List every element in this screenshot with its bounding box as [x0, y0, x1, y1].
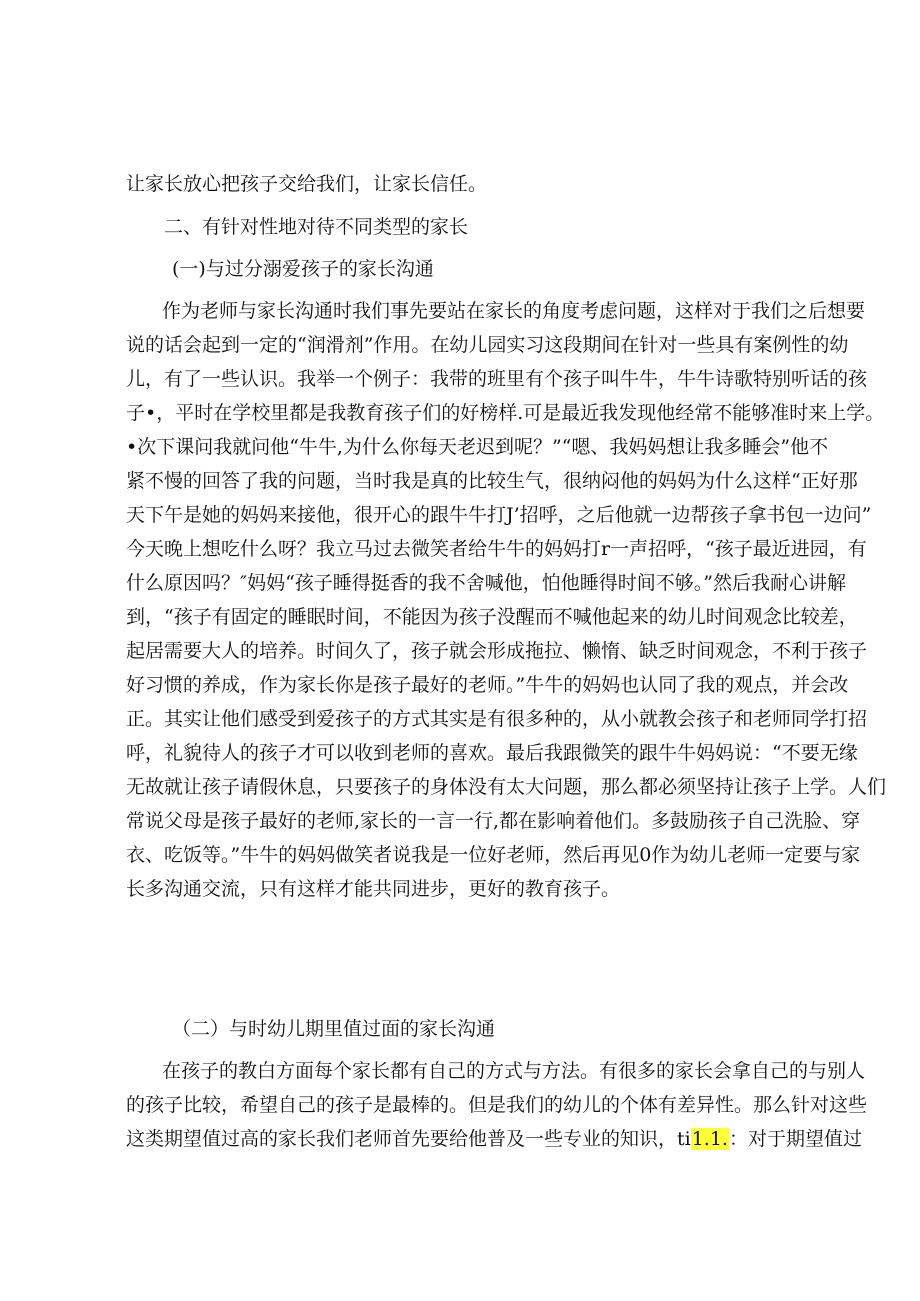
paragraph-line: 的孩子比较，希望自己的孩子是最棒的。但是我们的幼儿的个体有差异性。那么针对这些	[126, 1094, 868, 1116]
subsection-heading-1: (一)与过分溺爱孩子的家长沟通	[172, 258, 434, 280]
paragraph-line: •次下课问我就问他“牛牛,为什么你每天老迟到呢？”“嗯、我妈妈想让我多睡会”他不	[126, 436, 829, 458]
paragraph-line: 好习惯的养成，作为家长你是孩子最好的老师。”牛牛的妈妈也认同了我的观点，并会改	[126, 674, 849, 696]
paragraph-line: 今天晚上想吃什么呀？我立马过去微笑者给牛牛的妈妈打r一声招呼，“孩子最近进园，有	[126, 538, 867, 560]
paragraph-line: 儿，有了一些认识。我举一个例子：我带的班里有个孩子叫牛牛，牛牛诗歌特别听话的孩	[126, 368, 868, 390]
paragraph-line: 子•，平时在学校里都是我教育孩子们的好榜样.可是最近我发现他经常不能够准时来上学。	[126, 402, 885, 424]
line-text: 这类期望值过高的家长我们老师首先要给他普及一些专业的知识，ti	[126, 1128, 691, 1150]
paragraph-line: 呼，礼貌待人的孩子才可以收到老师的喜欢。最后我跟微笑的跟牛牛妈妈说：“不要无缘	[126, 742, 858, 764]
paragraph-line: 作为老师与家长沟通时我们事先要站在家长的角度考虑问题，这样对于我们之后想要	[162, 300, 866, 322]
paragraph-line	[126, 1122, 862, 1156]
paragraph-line: 正。其实让他们感受到爱孩子的方式其实是有很多种的，从小就教会孩子和老师同学打招	[126, 708, 868, 730]
intro-paragraph	[126, 167, 798, 201]
paragraph-line: 到，“孩子有固定的睡眠时间，不能因为孩子没醒而不喊他起来的幼儿时间观念比较差，	[126, 606, 858, 628]
line-text: ：对于期望值过	[728, 1128, 862, 1150]
paragraph-line: 常说父母是孩子最好的老师,家长的一言一行,都在影响着他们。多鼓励孩子自己洗脸、穿	[126, 810, 861, 832]
paragraph-line: 天下午是她的妈妈来接他，很开心的跟牛牛打J’招呼，之后他就一边帮孩子拿书包一边问”	[126, 504, 872, 526]
paragraph-line: 紧不慢的回答了我的问题，当时我是真的比较生气，很纳闷他的妈妈为什么这样“正好那	[126, 470, 858, 492]
section-heading: 二、有针对性地对待不同类型的家长	[164, 216, 469, 238]
paragraph-line: 让家长放心把孩子交给我们，让家长信任。	[126, 173, 488, 195]
paragraph-line: 起居需要大人的培养。时间久了，孩子就会形成拖拉、懒惰、缺乏时间观念，不利于孩子	[126, 640, 868, 662]
paragraph-line: 长多沟通交流，只有这样才能共同进步，更好的教育孩子。	[126, 878, 621, 900]
paragraph-line: 衣、吃饭等。”牛牛的妈妈做笑者说我是一位好老师，然后再见0作为幼儿老师一定要与家	[126, 844, 861, 866]
paragraph-line: 说的话会起到一定的“润滑剂”作用。在幼儿园实习这段期间在针对一些具有案例性的幼	[126, 334, 849, 356]
paragraph-line: 在孩子的教白方面每个家长都有自己的方式与方法。有很多的家长会拿自己的与别人	[162, 1060, 866, 1082]
subsection-heading-2: （二）与时幼儿期里值过面的家长沟通	[172, 1018, 496, 1040]
paragraph-2	[126, 1054, 868, 1156]
paragraph-1	[126, 294, 887, 906]
highlighted-text: 1.1.	[691, 1128, 728, 1150]
paragraph-line: 无故就让孩子请假休息，只要孩子的身体没有太大问题，那么都必须坚持让孩子上学。人们	[126, 776, 887, 798]
paragraph-line: 什么原因吗？″妈妈“孩子睡得挺香的我不舍喊他，怕他睡得时间不够。”然后我耐心讲解	[126, 572, 847, 594]
